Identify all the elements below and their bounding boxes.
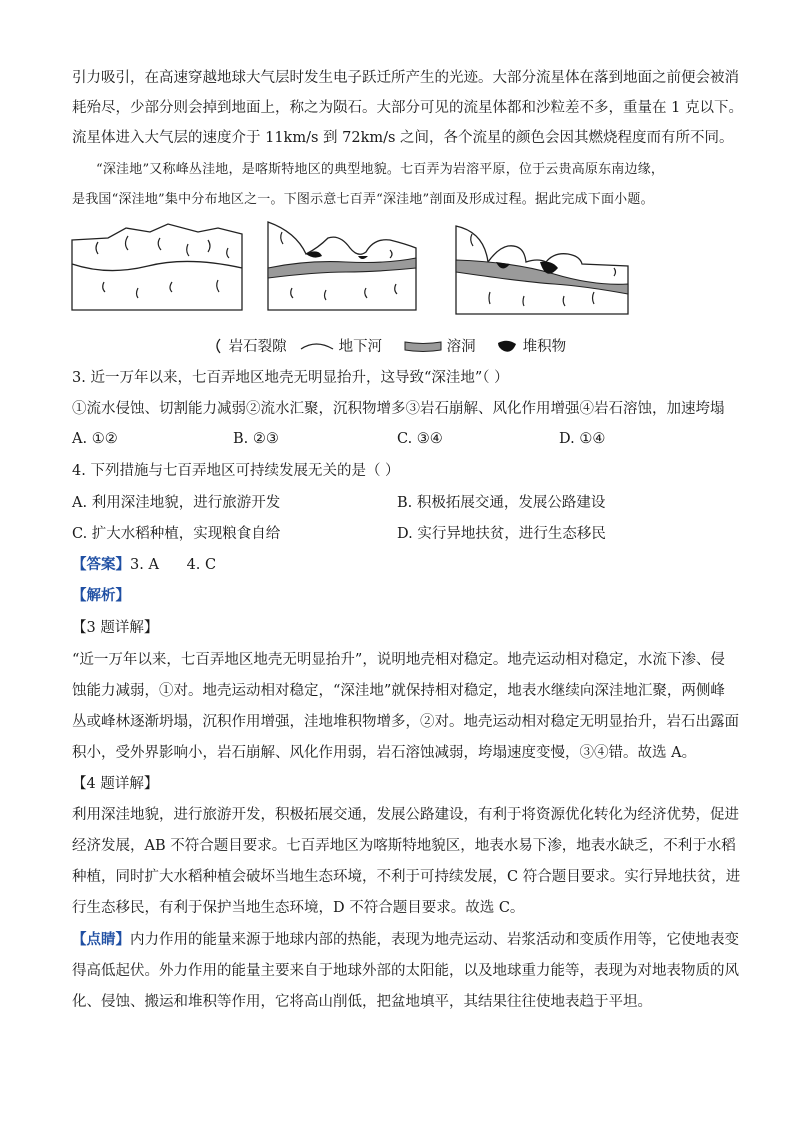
cave-legend-icon bbox=[404, 339, 442, 353]
underground-river-legend-icon bbox=[300, 339, 334, 353]
detail-4-label: 【4 题详解】 bbox=[72, 776, 159, 792]
legend-cave bbox=[404, 337, 476, 357]
tip-line-2: 得高低起伏。外力作用的能量主要来自于地球外部的太阳能，以及地球重力能等，表现为对地表物质的风 bbox=[72, 963, 739, 979]
detail-3-line-4: 积小，受外界影响小，岩石崩解、风化作用弱，岩石溶蚀减弱，垮塌速度变慢，③④错。故选 A。 bbox=[72, 745, 697, 761]
question-4-option-b[interactable]: B. 积极拓展交通，发展公路建设 bbox=[397, 495, 606, 511]
question-3-option-b[interactable]: B. ②③ bbox=[233, 431, 279, 447]
question-4-stem: 4. 下列措施与七百弄地区可持续发展无关的是（ ） bbox=[72, 463, 400, 479]
rock-crack-legend-icon bbox=[212, 338, 224, 354]
material-intro-line-1: “深洼地”又称峰丛洼地，是喀斯特地区的典型地貌。七百弄为岩溶平原，位于云贵高原东南边缘， bbox=[96, 162, 665, 177]
karst-cross-section-diagram bbox=[68, 218, 438, 318]
material-intro-line-2: 是我国“深洼地”集中分布地区之一。下图示意七百弄“深洼地”剖面及形成过程。据此完成下面小题。 bbox=[72, 192, 654, 207]
legend-crack bbox=[212, 337, 287, 357]
question-3-option-d[interactable]: D. ①④ bbox=[559, 431, 606, 447]
detail-3-label: 【3 题详解】 bbox=[72, 620, 159, 636]
answer-line bbox=[72, 555, 722, 575]
cross-section-panel-3 bbox=[454, 222, 634, 318]
tip-line-3: 化、侵蚀、搬运和堆积等作用，它将高山削低，把盆地填平，其结果往往使地表趋于平坦。 bbox=[72, 994, 652, 1010]
cross-section-panel-2 bbox=[268, 222, 416, 310]
legend-deposit bbox=[496, 337, 566, 357]
legend-river-label: 地下河 bbox=[338, 339, 383, 355]
analysis-label: 【解析】 bbox=[72, 587, 130, 604]
meteor-paragraph-line-3: 流星体进入大气层的速度介于 11km/s 到 72km/s 之间，各个流星的颜色会因其燃烧程度而有所不同。 bbox=[72, 130, 734, 146]
legend-crack-label: 岩石裂隙 bbox=[228, 339, 287, 355]
question-3-option-c[interactable]: C. ③④ bbox=[397, 431, 443, 447]
deposit-legend-icon bbox=[496, 338, 518, 354]
detail-4-line-1: 利用深洼地貌，进行旅游开发，积极拓展交通，发展公路建设，有利于将资源优化转化为经济优势，促进 bbox=[72, 807, 739, 823]
detail-4-line-2: 经济发展，AB 不符合题目要求。七百弄地区为喀斯特地貌区，地表水易下渗，地表水缺乏，不利于水稻 bbox=[72, 838, 736, 854]
tip-line-1 bbox=[72, 930, 739, 950]
question-4-option-d[interactable]: D. 实行异地扶贫，进行生态移民 bbox=[397, 526, 606, 542]
answer-label: 【答案】 bbox=[72, 556, 130, 573]
question-4-option-c[interactable]: C. 扩大水稻种植，实现粮食自给 bbox=[72, 526, 281, 542]
legend-river bbox=[300, 337, 382, 357]
detail-4-line-4: 行生态移民，有利于保护当地生态环境，D 不符合题目要求。故选 C。 bbox=[72, 900, 525, 916]
meteor-paragraph-line-2: 耗殆尽，少部分则会掉到地面上，称之为陨石。大部分可见的流星体都和沙粒差不多，重量在 1 克以下。 bbox=[72, 100, 743, 116]
question-4-option-a[interactable]: A. 利用深洼地貌，进行旅游开发 bbox=[72, 495, 281, 511]
detail-3-line-3: 丛或峰林逐渐坍塌，沉积作用增强，洼地堆积物增多，②对。地壳运动相对稳定无明显抬升，岩石出露面 bbox=[72, 714, 739, 730]
tip-label: 【点睛】 bbox=[72, 931, 130, 948]
tip-text-1: 内力作用的能量来源于地球内部的热能，表现为地壳运动、岩浆活动和变质作用等，它使地表变 bbox=[130, 932, 739, 948]
detail-4-line-3: 种植，同时扩大水稻种植会破坏当地生态环境，不利于可持续发展，C 符合题目要求。实行异地扶贫，进 bbox=[72, 869, 741, 885]
detail-3-line-1: “近一万年以来，七百弄地区地壳无明显抬升”，说明地壳相对稳定。地壳运动相对稳定，水流下渗、侵 bbox=[72, 652, 725, 668]
cross-section-panel-1 bbox=[72, 224, 242, 310]
question-3-statements: ①流水侵蚀、切割能力减弱②流水汇聚，沉积物增多③岩石崩解、风化作用增强④岩石溶蚀，加速垮塌 bbox=[72, 401, 725, 417]
question-3-option-a[interactable]: A. ①② bbox=[72, 431, 118, 447]
analysis-line bbox=[72, 586, 722, 606]
question-3-stem: 3. 近一万年以来，七百弄地区地壳无明显抬升，这导致“深洼地”（ ） bbox=[72, 370, 509, 386]
meteor-paragraph-line-1: 引力吸引，在高速穿越地球大气层时发生电子跃迁所产生的光迹。大部分流星体在落到地面之前便会被消 bbox=[72, 70, 739, 86]
legend-deposit-label: 堆积物 bbox=[522, 339, 567, 355]
answer-text: 3. A 4. C bbox=[130, 557, 217, 573]
detail-3-line-2: 蚀能力减弱，①对。地壳运动相对稳定，“深洼地”就保持相对稳定，地表水继续向深洼地汇聚，两侧峰 bbox=[72, 683, 725, 699]
legend-cave-label: 溶洞 bbox=[446, 339, 476, 355]
